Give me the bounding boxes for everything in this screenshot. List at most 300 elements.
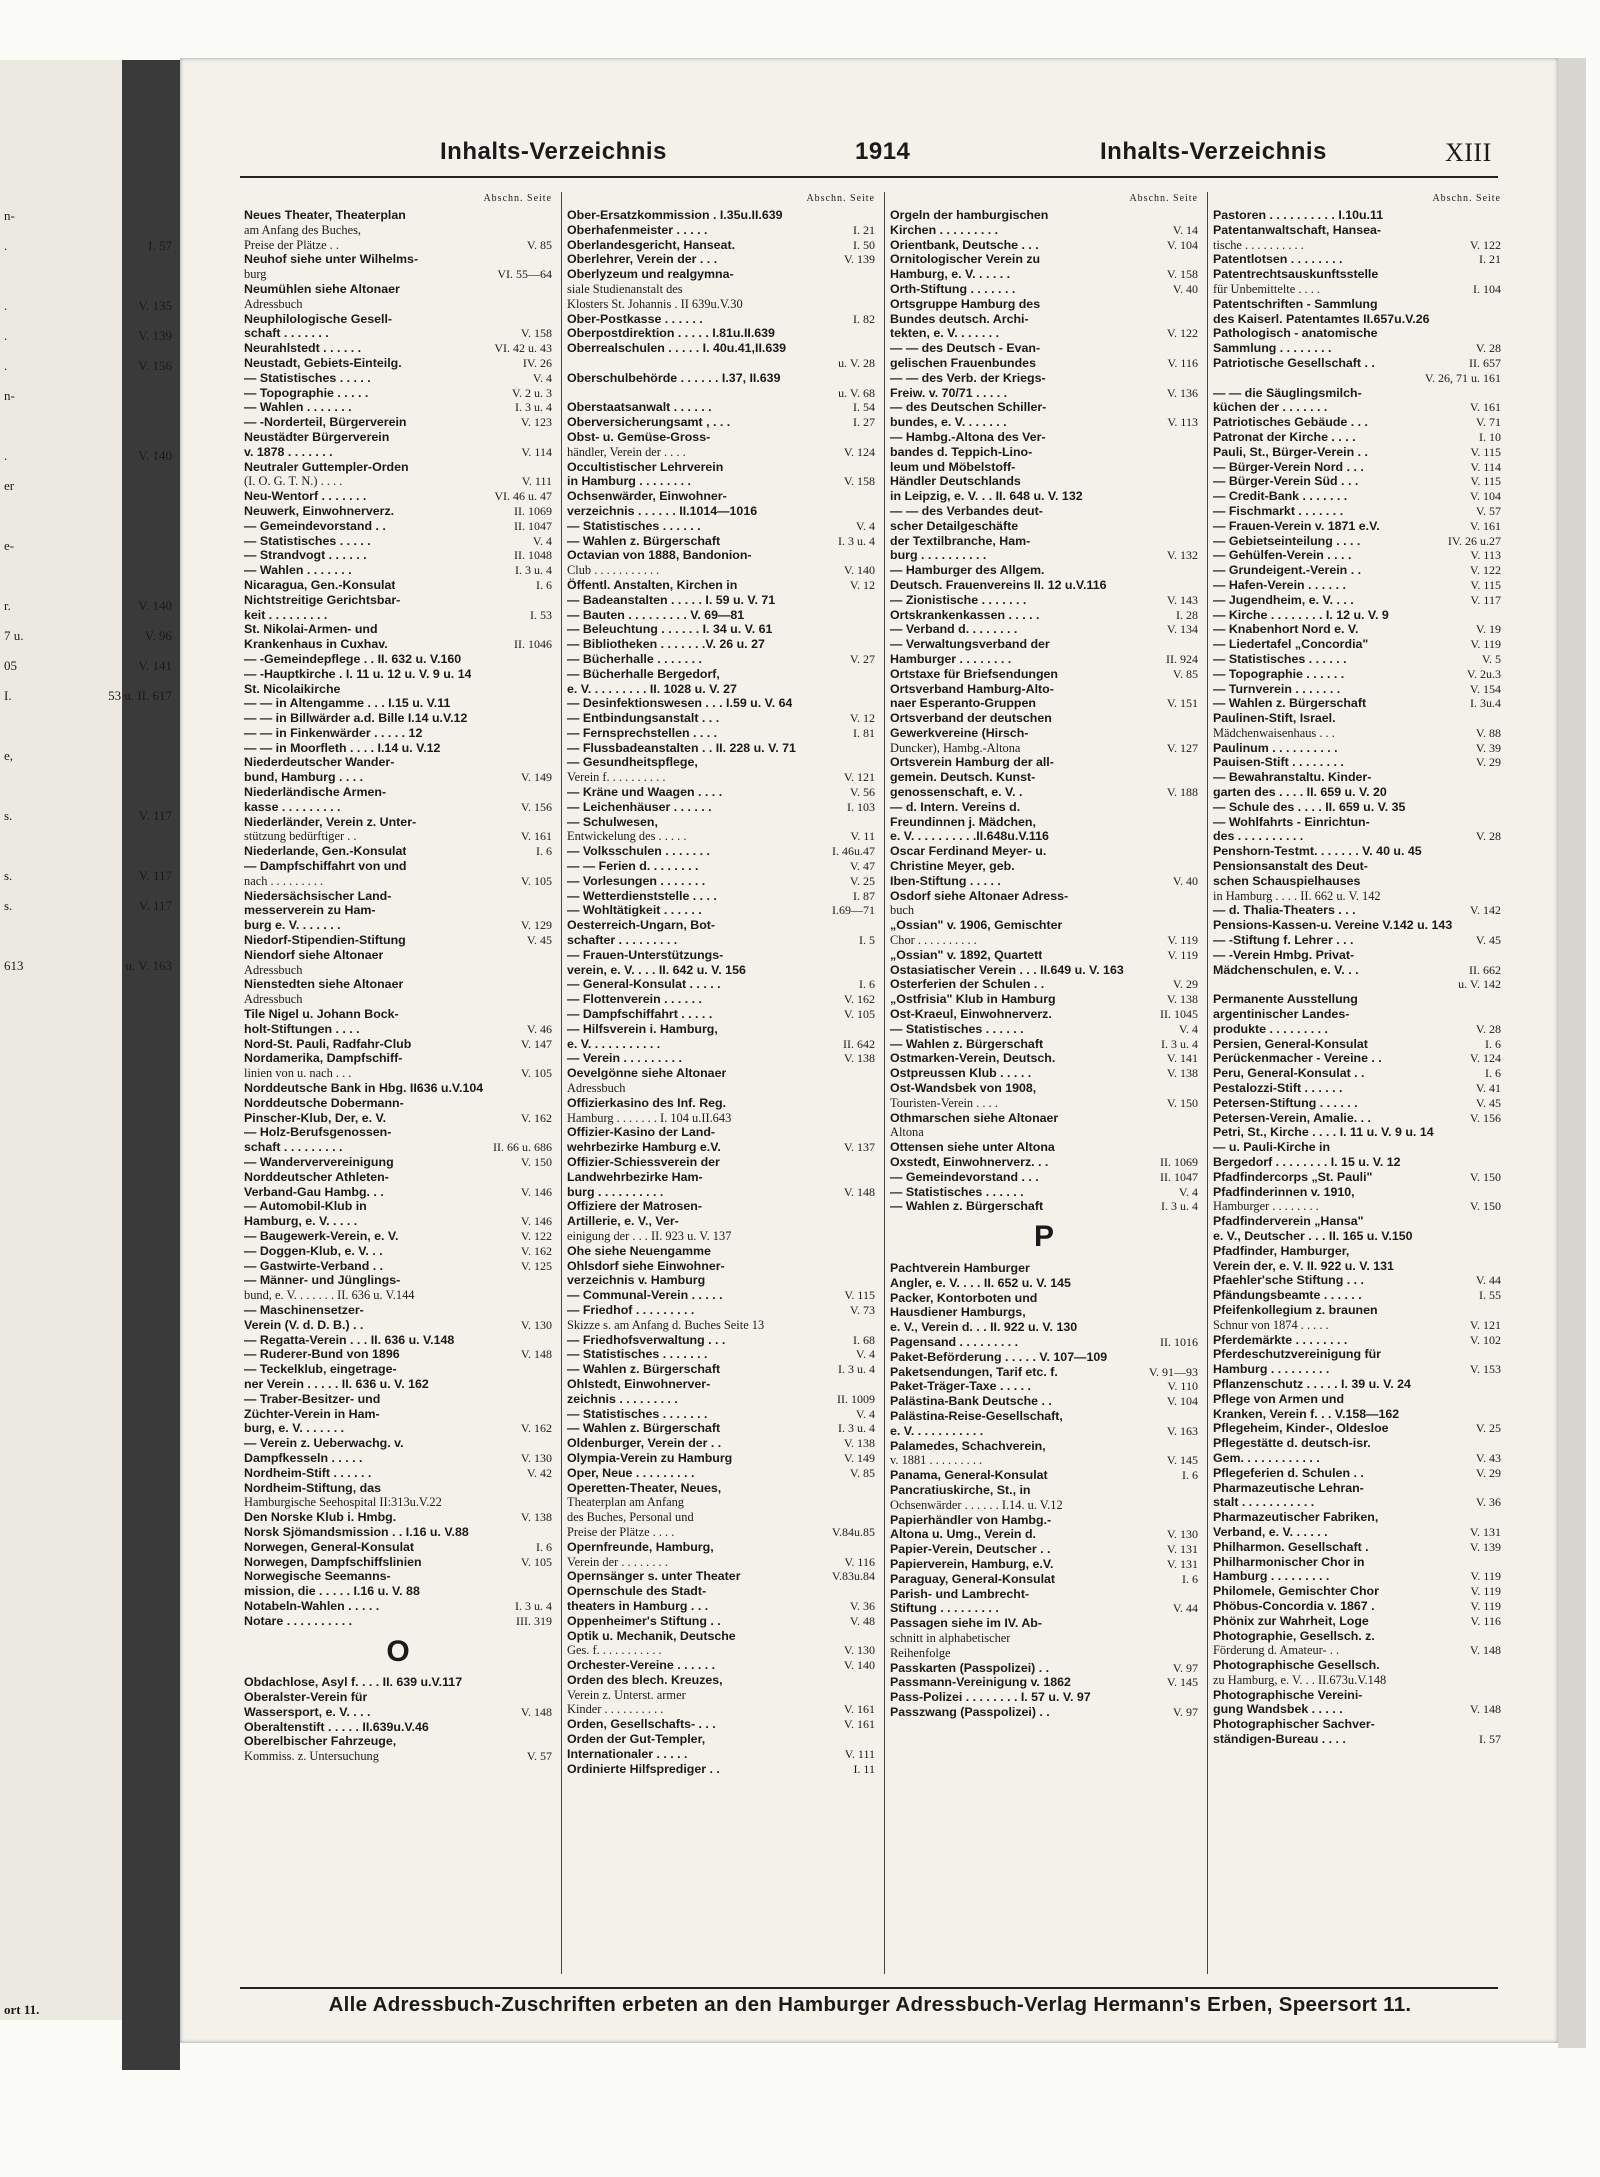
entry-reference: V. 4 xyxy=(855,518,875,533)
entry-text: Nordheim-Stiftung, das xyxy=(244,1480,381,1495)
entry-reference: V. 131 xyxy=(1469,1524,1501,1539)
entry-reference: I. 82 xyxy=(853,311,875,326)
entry-reference: V. 73 xyxy=(849,1302,875,1317)
entry-reference: I. 6 xyxy=(536,577,552,592)
entry-text: Nichtstreitige Gerichtsbar- xyxy=(244,592,401,607)
index-entry xyxy=(244,1051,552,1066)
index-entry xyxy=(890,1513,1198,1528)
entry-text: Neustadt, Gebiets-Einteilg. xyxy=(244,355,402,370)
entry-text: Pagensand . . . . . . . . . xyxy=(890,1334,1019,1349)
index-entry xyxy=(1213,238,1501,253)
entry-reference: V. 161 xyxy=(1469,518,1501,533)
index-entry xyxy=(244,1377,552,1392)
entry-reference: IV. 26 u.27 xyxy=(1447,533,1501,548)
entry-text: verzeichnis v. Hamburg xyxy=(567,1273,706,1288)
entry-text: Angler, e. V. . . . II. 652 u. V. 145 xyxy=(890,1275,1071,1290)
index-entry xyxy=(244,386,552,401)
entry-reference: V. 150 xyxy=(1166,1095,1198,1110)
entry-text: Ober-Postkasse . . . . . . xyxy=(567,311,703,326)
entry-text: — Frauen-Unterstützungs- xyxy=(567,947,724,962)
index-entry xyxy=(890,667,1198,682)
entry-reference: V. 154 xyxy=(1469,681,1501,696)
entry-text: Oldenburger, Verein der . . xyxy=(567,1436,722,1451)
index-column-4 xyxy=(1213,192,1501,1992)
left-page-fragment xyxy=(4,748,172,764)
entry-text: Osterferien der Schulen . . xyxy=(890,977,1045,992)
entry-text: Reihenfolge xyxy=(890,1645,951,1660)
entry-text: für Unbemittelte . . . . xyxy=(1213,281,1321,296)
index-entry xyxy=(244,1333,552,1348)
entry-text: — Hambg.-Altona des Ver- xyxy=(890,429,1046,444)
entry-reference: V. 138 xyxy=(1166,992,1198,1007)
entry-text: Phönix zur Wahrheit, Loge xyxy=(1213,1613,1369,1628)
index-entry xyxy=(567,489,875,504)
index-entry xyxy=(244,1273,552,1288)
entry-text: e. V. . . . . . . . . . . xyxy=(567,1036,661,1051)
index-entry xyxy=(1213,1303,1501,1318)
entry-text: Offizier-Kasino der Land- xyxy=(567,1125,716,1140)
index-entry xyxy=(1213,1614,1501,1629)
index-column-3 xyxy=(890,192,1198,1992)
entry-reference: V. 45 xyxy=(1475,933,1501,948)
index-entry xyxy=(567,741,875,756)
entry-reference: V. 141 xyxy=(1166,1051,1198,1066)
entry-text: bandes d. Teppich-Lino- xyxy=(890,444,1033,459)
index-entry xyxy=(890,1661,1198,1676)
entry-reference: V. 113 xyxy=(1470,548,1501,563)
index-entry xyxy=(244,903,552,918)
index-entry xyxy=(1213,829,1501,844)
index-entry xyxy=(244,652,552,667)
entry-text: ständigen-Bureau . . . . xyxy=(1213,1732,1346,1747)
entry-text: Niederlande, Gen.-Konsulat xyxy=(244,844,407,859)
entry-text: — Bibliotheken . . . . . . .V. 26 u. 27 xyxy=(567,637,765,652)
index-entry xyxy=(244,1081,552,1096)
entry-text: Ost-Kraeul, Einwohnerverz. xyxy=(890,1007,1052,1022)
entry-text: Den Norske Klub i. Hmbg. xyxy=(244,1510,397,1525)
fragment-reference: I. 57 xyxy=(148,238,172,253)
index-entry xyxy=(890,593,1198,608)
entry-reference: V.84u.85 xyxy=(831,1524,875,1539)
index-entry xyxy=(244,578,552,593)
entry-reference: V. 36 xyxy=(849,1598,875,1613)
entry-text: Pinscher-Klub, Der, e. V. xyxy=(244,1110,387,1125)
entry-text: e. V., Deutscher . . . II. 165 u. V.150 xyxy=(1213,1228,1413,1243)
index-entry xyxy=(567,1688,875,1703)
index-entry xyxy=(244,1407,552,1422)
index-entry xyxy=(567,1747,875,1762)
entry-text: — Verwaltungsverband der xyxy=(890,637,1050,652)
entry-reference: I. 6 xyxy=(1485,1066,1501,1081)
entry-text: Ostpreussen Klub . . . . . xyxy=(890,1066,1032,1081)
entry-text: schafter . . . . . . . . . xyxy=(567,933,678,948)
entry-text: Hamburg, e. V. . . . . xyxy=(244,1214,358,1229)
entry-text: Passkarten (Passpolizei) . . xyxy=(890,1660,1050,1675)
index-entry xyxy=(890,1424,1198,1439)
entry-text: — Statistisches . . . . . . . xyxy=(567,1347,708,1362)
entry-reference: V. 161 xyxy=(843,1702,875,1717)
entry-text: Philomele, Gemischter Chor xyxy=(1213,1584,1379,1599)
index-entry xyxy=(890,608,1198,623)
entry-text: Notabeln-Wahlen . . . . . xyxy=(244,1598,380,1613)
index-entry xyxy=(567,1288,875,1303)
index-entry xyxy=(890,238,1198,253)
entry-text: leum und Möbelstoff- xyxy=(890,459,1016,474)
entry-text: Pestalozzi-Stift . . . . . . xyxy=(1213,1081,1343,1096)
entry-text: — Wahlen z. Bürgerschaft xyxy=(567,533,721,548)
entry-text: Pachtverein Hamburger xyxy=(890,1260,1030,1275)
index-entry xyxy=(567,1540,875,1555)
index-entry xyxy=(244,238,552,253)
index-entry xyxy=(567,1303,875,1318)
fragment-text: . xyxy=(4,358,8,373)
entry-text: — Wahlen . . . . . . . xyxy=(244,563,352,578)
index-entry xyxy=(890,223,1198,238)
entry-text: Pferdeschutzvereinigung für xyxy=(1213,1347,1381,1362)
entry-text: — Grundeigent.-Verein . . xyxy=(1213,563,1362,578)
entry-text: Klosters St. Johannis . II 639u.V.30 xyxy=(567,296,743,311)
entry-reference: V. 25 xyxy=(849,873,875,888)
entry-text: Verein z. Unterst. armer xyxy=(567,1687,686,1702)
left-page-fragment xyxy=(4,208,172,224)
index-entry xyxy=(890,1690,1198,1705)
entry-text: Oberstaatsanwalt . . . . . . xyxy=(567,400,712,415)
index-entry xyxy=(1213,1702,1501,1717)
entry-reference: V. 143 xyxy=(1166,592,1198,607)
entry-text: Palamedes, Schachverein, xyxy=(890,1438,1046,1453)
index-entry xyxy=(1213,223,1501,238)
entry-reference: II. 1045 xyxy=(1160,1007,1198,1022)
entry-reference: I. 104 xyxy=(1473,281,1501,296)
index-entry xyxy=(1213,1037,1501,1052)
index-entry xyxy=(244,1421,552,1436)
index-entry xyxy=(244,667,552,682)
index-entry xyxy=(567,519,875,534)
entry-text: Verband-Gau Hambg. . . xyxy=(244,1184,384,1199)
index-entry xyxy=(244,1540,552,1555)
index-entry xyxy=(890,785,1198,800)
entry-reference: V. 142 xyxy=(1469,903,1501,918)
entry-text: Verein (V. d. D. B.) . . xyxy=(244,1317,364,1332)
entry-text: Neuphilologische Gesell- xyxy=(244,311,393,326)
left-page-fragment xyxy=(4,808,172,824)
index-entry xyxy=(890,1276,1198,1291)
index-entry xyxy=(244,1436,552,1451)
index-entry xyxy=(890,460,1198,475)
index-entry xyxy=(567,460,875,475)
entry-text: küchen der . . . . . . . xyxy=(1213,400,1328,415)
entry-text: — Verband d. . . . . . . . xyxy=(890,622,1018,637)
entry-text: schaft . . . . . . . xyxy=(244,326,329,341)
index-entry xyxy=(244,1347,552,1362)
entry-text: Norddeutsche Dobermann- xyxy=(244,1095,404,1110)
entry-reference: V. 4 xyxy=(855,1406,875,1421)
index-entry xyxy=(890,578,1198,593)
entry-reference: I. 6 xyxy=(859,977,875,992)
index-entry xyxy=(567,386,875,401)
index-entry xyxy=(890,1394,1198,1409)
index-entry xyxy=(1213,1599,1501,1614)
index-entry xyxy=(890,489,1198,504)
index-entry xyxy=(567,1081,875,1096)
entry-text: — Bücherhalle Bergedorf, xyxy=(567,666,720,681)
entry-text: Verein f. . . . . . . . . . xyxy=(567,770,666,785)
fragment-text: n- xyxy=(4,388,15,403)
index-entry xyxy=(567,1170,875,1185)
entry-reference: V. 162 xyxy=(520,1421,552,1436)
index-entry xyxy=(244,1244,552,1259)
entry-text: Ordinierte Hilfsprediger . . xyxy=(567,1761,720,1776)
entry-text: Patentanwaltschaft, Hansea- xyxy=(1213,222,1382,237)
fragment-reference: V. 96 xyxy=(144,628,172,643)
entry-text: Nordamerika, Dampfschiff- xyxy=(244,1051,403,1066)
fragment-text: r. xyxy=(4,598,11,613)
index-entry xyxy=(1213,1377,1501,1392)
entry-text: Patentrechtsauskunftsstelle xyxy=(1213,267,1379,282)
index-entry xyxy=(567,578,875,593)
entry-text: Paraguay, General-Konsulat xyxy=(890,1571,1056,1586)
entry-reference: V. 158 xyxy=(843,474,875,489)
fragment-text: . xyxy=(4,328,8,343)
entry-reference: V. 148 xyxy=(1469,1702,1501,1717)
entry-text: Ortsgruppe Hamburg des xyxy=(890,296,1041,311)
index-entry xyxy=(244,889,552,904)
entry-text: Pfeifenkollegium z. braunen xyxy=(1213,1302,1378,1317)
entry-reference: V. 29 xyxy=(1172,977,1198,992)
entry-text: — Maschinensetzer- xyxy=(244,1302,364,1317)
entry-text: Oberlyzeum und realgymna- xyxy=(567,267,734,282)
entry-reference: V. 113 xyxy=(1167,415,1198,430)
index-entry xyxy=(890,1125,1198,1140)
entry-text: — Gemeindevorstand . . . xyxy=(890,1169,1039,1184)
entry-reference: V. 115 xyxy=(1470,577,1501,592)
entry-text: Oberversicherungsamt , . . . xyxy=(567,415,731,430)
entry-reference: V. 130 xyxy=(520,1317,552,1332)
fragment-text: s. xyxy=(4,898,13,913)
index-entry xyxy=(567,844,875,859)
entry-text: Pharmazeutische Lehran- xyxy=(1213,1480,1364,1495)
entry-reference: I. 6 xyxy=(1182,1468,1198,1483)
entry-text: — Zionistische . . . . . . . xyxy=(890,592,1027,607)
index-entry xyxy=(567,682,875,697)
left-page-fragment xyxy=(4,898,172,914)
index-entry xyxy=(1213,844,1501,859)
entry-text: Pfändungsbeamte . . . . . . xyxy=(1213,1288,1362,1303)
index-entry xyxy=(1213,1451,1501,1466)
index-column-2 xyxy=(567,192,875,1992)
index-entry xyxy=(890,622,1198,637)
entry-text: — Bürger-Verein Nord . . . xyxy=(1213,459,1364,474)
fragment-text: n- xyxy=(4,208,15,223)
left-footer-fragment: ort 11. xyxy=(4,2002,40,2017)
entry-reference: V. 105 xyxy=(520,1066,552,1081)
entry-reference: u. V. 142 xyxy=(1458,977,1501,992)
index-entry xyxy=(1213,1717,1501,1732)
entry-text: Ost-Wandsbek von 1908, xyxy=(890,1081,1037,1096)
index-entry xyxy=(567,267,875,282)
entry-text: Ochsenwärder . . . . . . I.14. u. V.12 xyxy=(890,1497,1063,1512)
index-entry xyxy=(244,415,552,430)
entry-text: zeichnis . . . . . . . . . xyxy=(567,1391,678,1406)
entry-reference: V. 150 xyxy=(520,1155,552,1169)
entry-reference: V. 123 xyxy=(520,415,552,430)
entry-reference: I. 6 xyxy=(1485,1036,1501,1051)
index-entry xyxy=(567,977,875,992)
index-entry xyxy=(1213,770,1501,785)
fragment-text: . xyxy=(4,298,8,313)
index-entry xyxy=(567,1673,875,1688)
entry-text: Altona u. Umg., Verein d. xyxy=(890,1527,1036,1542)
entry-text: St. Nikolai-Armen- und xyxy=(244,622,378,637)
entry-text: Touristen-Verein . . . . xyxy=(890,1095,998,1110)
index-entry xyxy=(1213,208,1501,223)
entry-text: theaters in Hamburg . . . xyxy=(567,1598,709,1613)
entry-reference: V. 26, 71 u. 161 xyxy=(1424,370,1501,385)
entry-reference: I. 81 xyxy=(853,725,875,740)
entry-text: Kirchen . . . . . . . . . xyxy=(890,222,999,237)
entry-reference: V. 119 xyxy=(1470,637,1501,652)
entry-text: holt-Stiftungen . . . . xyxy=(244,1021,360,1036)
entry-text: e. V. . . . . . . . . .II.648u.V.116 xyxy=(890,829,1049,844)
entry-reference: V. 163 xyxy=(1166,1423,1198,1438)
entry-reference: I. 3 u. 4 xyxy=(838,1421,875,1436)
entry-text: Photographische Gesellsch. xyxy=(1213,1658,1380,1673)
index-entry xyxy=(890,252,1198,267)
index-entry xyxy=(890,1557,1198,1572)
entry-text: — Wohltätigkeit . . . . . . xyxy=(567,903,702,918)
entry-text: Internationaler . . . . . xyxy=(567,1746,688,1761)
entry-text: Ohe siehe Neuengamme xyxy=(567,1243,711,1258)
entry-text: — — die Säuglingsmilch- xyxy=(1213,385,1362,400)
entry-reference: V. 114 xyxy=(1470,459,1501,474)
entry-text: — -Verein Hmbg. Privat- xyxy=(1213,947,1355,962)
index-entry xyxy=(244,963,552,978)
entry-text: burg e. V. . . . . . . xyxy=(244,918,341,933)
entry-text: — — in Altengamme . . . I.15 u. V.11 xyxy=(244,696,451,711)
entry-text: Ohlstedt, Einwohnerver- xyxy=(567,1376,711,1391)
index-entry xyxy=(1213,815,1501,830)
header-title-left: Inhalts-Verzeichnis xyxy=(440,138,667,165)
entry-reference: V. 139 xyxy=(843,252,875,267)
index-entry xyxy=(244,1705,552,1720)
entry-text: — Statistisches . . . . . xyxy=(244,533,371,548)
index-entry xyxy=(1213,1643,1501,1658)
fragment-text: 613 xyxy=(4,958,24,973)
entry-text: — Wahlen z. Bürgerschaft xyxy=(567,1362,721,1377)
index-entry xyxy=(1213,933,1501,948)
entry-reference: V. 29 xyxy=(1475,755,1501,770)
entry-text: Oberschulbehörde . . . . . . I.37, II.639 xyxy=(567,370,781,385)
entry-reference: V. 124 xyxy=(1469,1051,1501,1066)
index-entry xyxy=(890,356,1198,371)
entry-text: buch xyxy=(890,903,915,918)
entry-text: — Leichenhäuser . . . . . . xyxy=(567,799,712,814)
index-entry xyxy=(567,1347,875,1362)
index-entry xyxy=(244,696,552,711)
index-entry xyxy=(567,1155,875,1170)
index-entry xyxy=(890,1483,1198,1498)
entry-reference: I. 54 xyxy=(853,400,875,415)
entry-text: Photographische Vereini- xyxy=(1213,1687,1363,1702)
index-entry xyxy=(244,223,552,238)
index-entry xyxy=(1213,1081,1501,1096)
entry-reference: I. 68 xyxy=(853,1332,875,1347)
entry-text: — Teckelklub, eingetrage- xyxy=(244,1362,397,1377)
entry-reference: VI. 46 u. 47 xyxy=(494,489,552,504)
entry-text: linien von u. nach . . . xyxy=(244,1066,352,1081)
entry-text: — Doggen-Klub, e. V. . . xyxy=(244,1243,383,1258)
entry-reference: V. 148 xyxy=(520,1347,552,1362)
index-entry xyxy=(890,415,1198,430)
index-entry xyxy=(244,815,552,830)
index-entry xyxy=(244,874,552,889)
entry-reference: V. 2u.3 xyxy=(1466,666,1501,681)
index-entry xyxy=(1213,889,1501,904)
index-entry xyxy=(890,548,1198,563)
index-entry xyxy=(1213,1140,1501,1155)
entry-text: Neuhof siehe unter Wilhelms- xyxy=(244,252,419,267)
entry-text: Norwegen, General-Konsulat xyxy=(244,1539,415,1554)
entry-text: Ohlsdorf siehe Einwohner- xyxy=(567,1258,725,1273)
index-entry xyxy=(890,903,1198,918)
left-page-fragment xyxy=(4,628,172,644)
entry-text: — Statistisches . . . . . . xyxy=(890,1021,1024,1036)
column-header: Abschn. Seite xyxy=(806,193,875,204)
entry-text: Oper, Neue . . . . . . . . . xyxy=(567,1465,695,1480)
entry-reference: V. 156 xyxy=(520,799,552,814)
entry-text: Patentlotsen . . . . . . . . xyxy=(1213,252,1343,267)
index-entry xyxy=(567,1510,875,1525)
entry-reference: V. 28 xyxy=(1475,829,1501,844)
entry-reference: I. 103 xyxy=(847,799,875,814)
index-entry xyxy=(567,445,875,460)
entry-text: Norsk Sjömandsmission . . I.16 u. V.88 xyxy=(244,1524,469,1539)
entry-text: Hamburger . . . . . . . . xyxy=(1213,1199,1319,1214)
index-entry xyxy=(567,1451,875,1466)
index-entry xyxy=(1213,1407,1501,1422)
index-entry xyxy=(890,1365,1198,1380)
entry-text: Offiziere der Matrosen- xyxy=(567,1199,702,1214)
index-entry xyxy=(1213,948,1501,963)
entry-text: — Statistisches . . . . . . xyxy=(890,1184,1024,1199)
entry-reference: V. 127 xyxy=(1166,740,1198,755)
entry-reference: V. 140 xyxy=(843,1658,875,1673)
entry-text: — Ruderer-Bund von 1896 xyxy=(244,1347,400,1362)
index-entry xyxy=(567,829,875,844)
left-page-fragment xyxy=(4,658,172,674)
index-entry xyxy=(567,1717,875,1732)
entry-reference: I. 21 xyxy=(1479,252,1501,267)
entry-reference: V. 44 xyxy=(1172,1601,1198,1616)
entry-text: Wassersport, e. V. . . . xyxy=(244,1704,371,1719)
entry-reference: V. 148 xyxy=(1469,1643,1501,1658)
index-entry xyxy=(244,755,552,770)
entry-text: Landwehrbezirke Ham- xyxy=(567,1169,703,1184)
entry-reference: V. 57 xyxy=(526,1749,552,1764)
fragment-text: e, xyxy=(4,748,14,763)
entry-reference: V. 149 xyxy=(843,1450,875,1465)
entry-text: „Ossian" v. 1892, Quartett xyxy=(890,947,1043,962)
entry-text: Operetten-Theater, Neues, xyxy=(567,1480,722,1495)
index-entry xyxy=(244,593,552,608)
entry-reference: I. 11 xyxy=(853,1761,875,1776)
entry-text: Opernsänger s. unter Theater xyxy=(567,1569,741,1584)
index-entry xyxy=(244,770,552,785)
entry-text: stützung bedürftiger . . xyxy=(244,829,357,844)
entry-reference: V. 57 xyxy=(1475,503,1501,518)
entry-text: — Flussbadeanstalten . . II. 228 u. V. 71 xyxy=(567,740,796,755)
index-entry xyxy=(567,1333,875,1348)
